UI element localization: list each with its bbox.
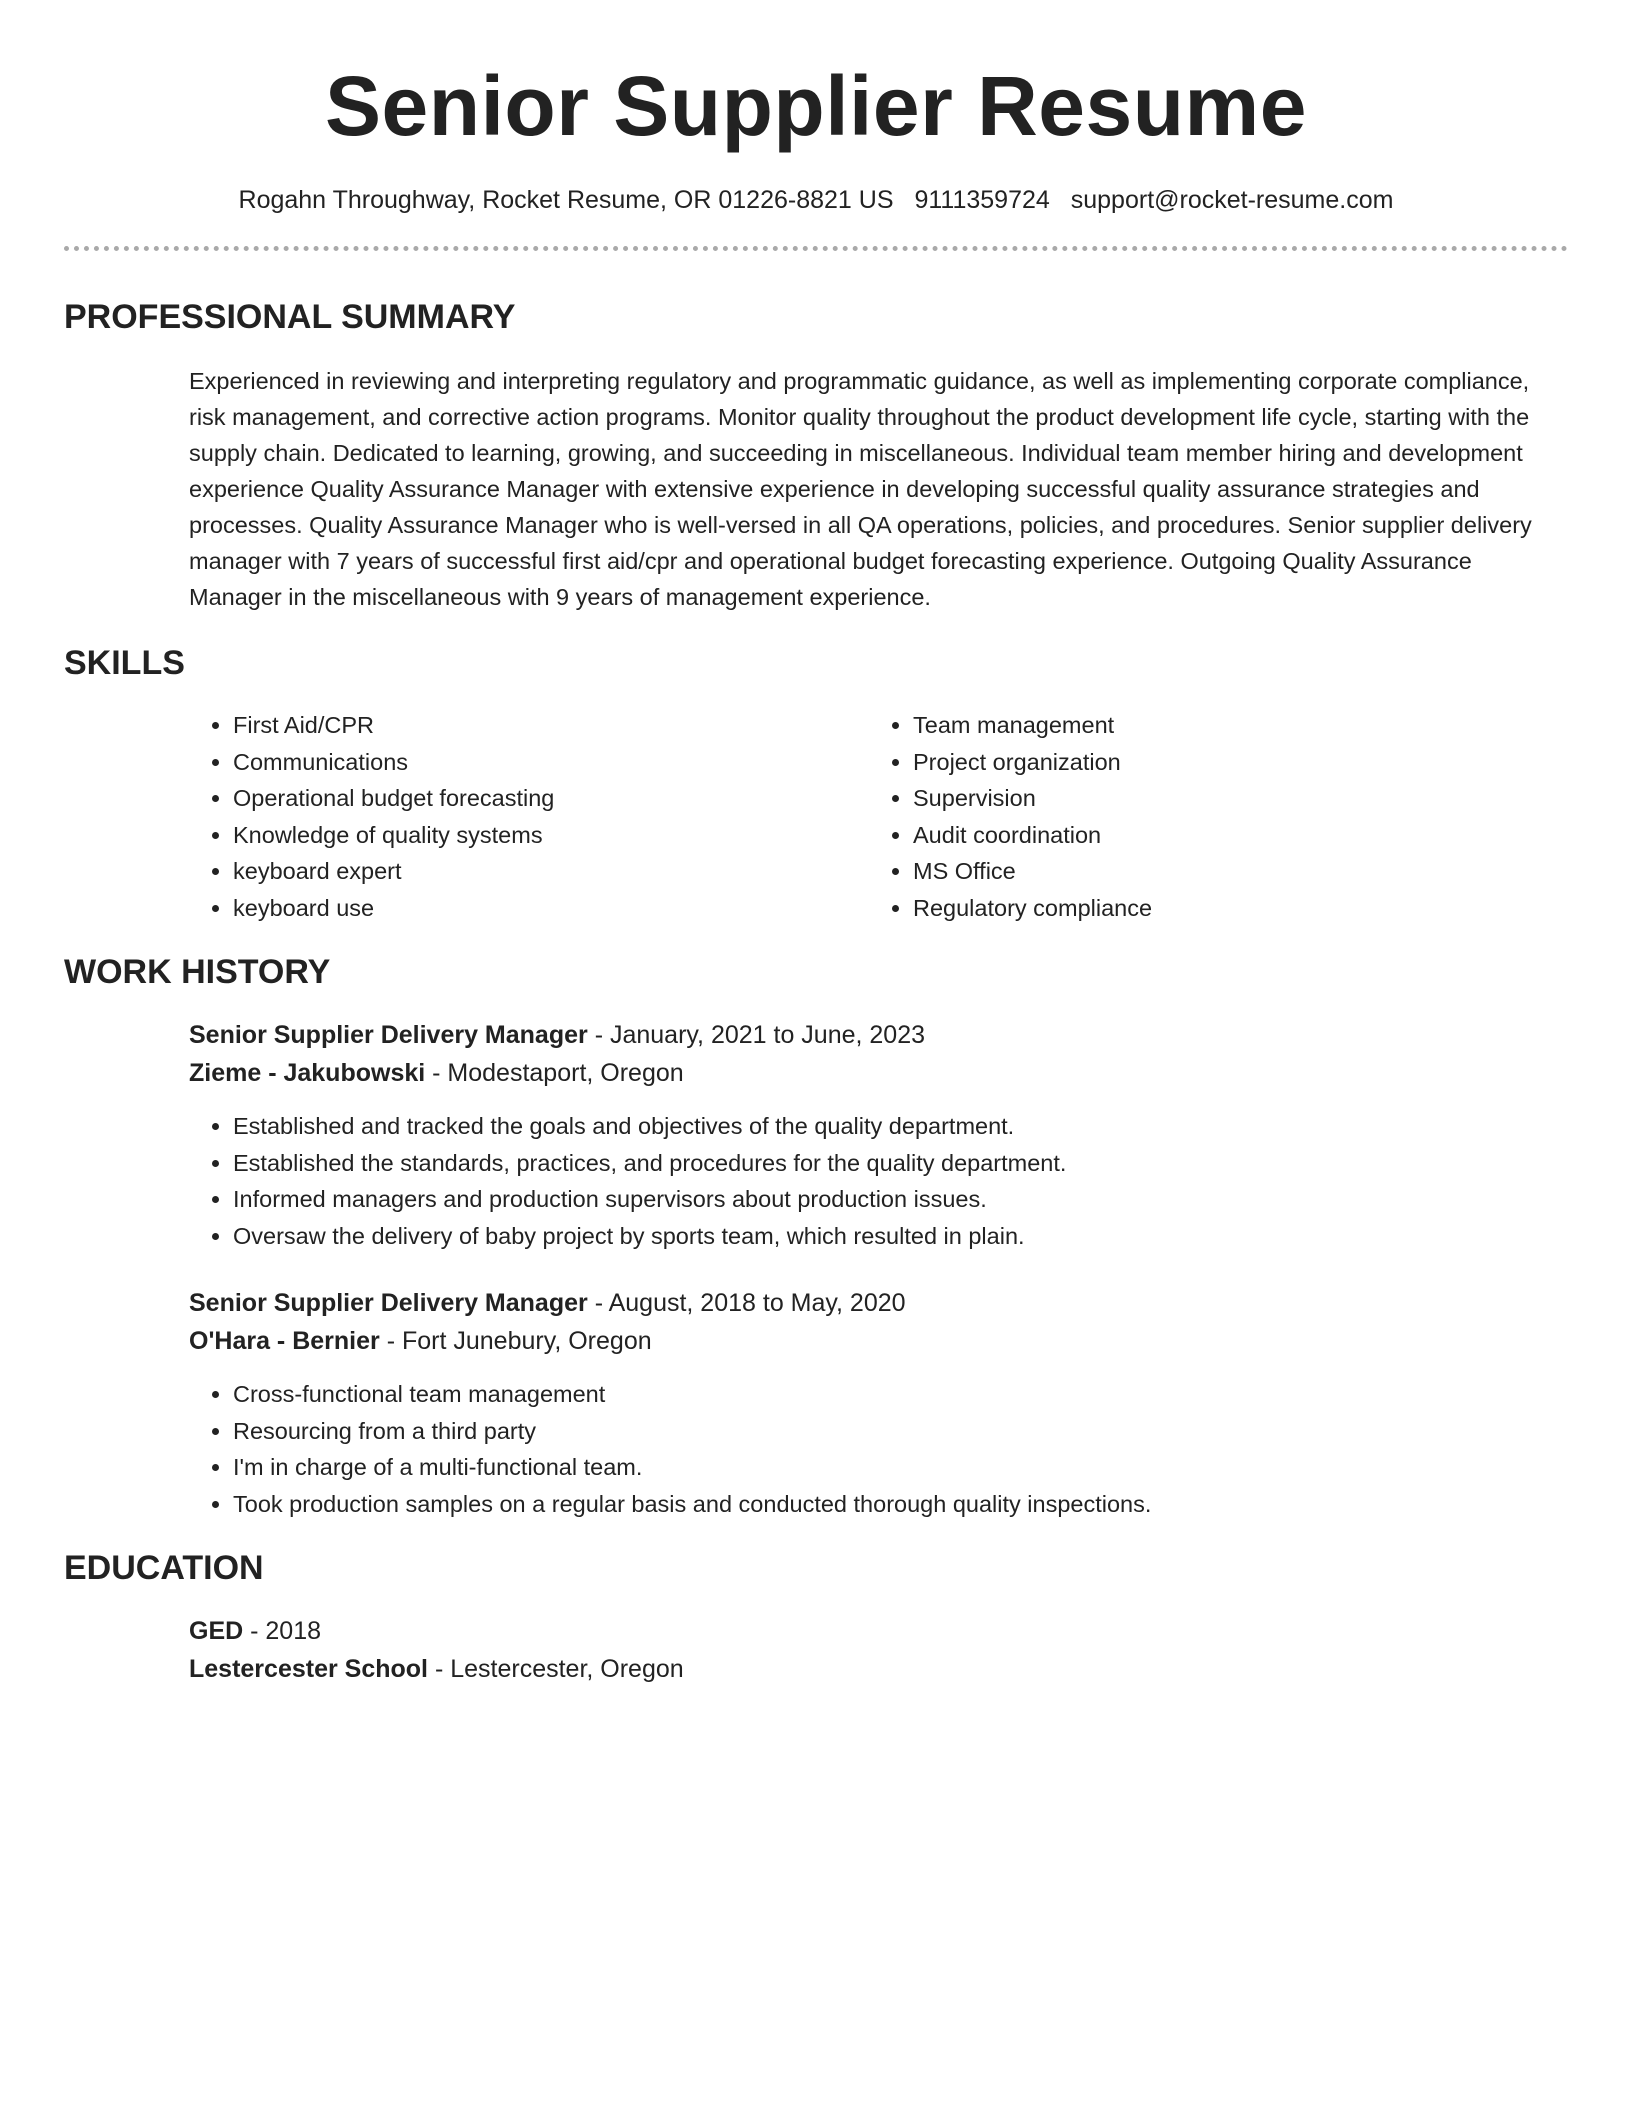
job-bullet: • Took production samples on a regular basis and conducted thorough quality inspections. xyxy=(233,1486,1568,1523)
job-bullet: • Established the standards, practices, and procedures for the quality department. xyxy=(233,1145,1568,1182)
skill-item: • keyboard use xyxy=(233,890,869,927)
job-bullet: • I'm in charge of a multi-functional team. xyxy=(233,1449,1568,1486)
skill-item: • Supervision xyxy=(913,780,1513,817)
job-company: Zieme - Jakubowski xyxy=(189,1059,426,1087)
job-dates: - January, 2021 to June, 2023 xyxy=(587,1021,926,1049)
job-bullet: • Resourcing from a third party xyxy=(233,1413,1568,1450)
job-location: - Fort Junebury, Oregon xyxy=(379,1327,652,1355)
skills-column-right xyxy=(869,707,1513,926)
job-bullet: • Cross-functional team management xyxy=(233,1376,1568,1413)
skill-item: • Regulatory compliance xyxy=(913,890,1513,927)
education-heading: EDUCATION xyxy=(64,1549,264,1587)
education-degree: GED xyxy=(189,1617,244,1645)
education-school: Lestercester School xyxy=(189,1655,428,1683)
education-location: - Lestercester, Oregon xyxy=(428,1655,684,1683)
skills-heading: SKILLS xyxy=(64,644,185,682)
skill-item: • keyboard expert xyxy=(233,853,869,890)
education-school-line xyxy=(189,1650,1568,1688)
job-entry xyxy=(189,1016,1568,1254)
job-company-line xyxy=(189,1322,1568,1360)
job-entry xyxy=(189,1284,1568,1522)
job-role-line xyxy=(189,1284,1568,1322)
education-degree-line xyxy=(189,1612,1568,1650)
summary-text: Experienced in reviewing and interpreting regulatory and programmatic guidance, as well as implementing corporate compliance, risk management, and corrective action programs. Monitor quality throughout the product development life cycle, starting with the supply chain. Dedicated to learning, growing, and succeeding in miscellaneous. Individual team member hiring and development experience Quality Assurance Manager with extensive experience in developing successful quality assurance strategies and processes. Quality Assurance Manager who is well-versed in all QA operations, policies, and procedures. Senior supplier delivery manager with 7 years of successful first aid/cpr and operational budget forecasting experience. Outgoing Quality Assurance Manager in the miscellaneous with 9 years of management experience. xyxy=(189,368,1532,610)
job-role-line xyxy=(189,1016,1568,1054)
contact-email: support@rocket-resume.com xyxy=(1070,186,1394,214)
skills-column-left xyxy=(189,707,869,926)
work-history-heading: WORK HISTORY xyxy=(64,953,331,991)
skills-list xyxy=(189,707,1568,926)
job-company: O'Hara - Bernier xyxy=(189,1327,380,1355)
skill-item: • Knowledge of quality systems xyxy=(233,817,869,854)
education-entry xyxy=(189,1612,1568,1688)
contact-line xyxy=(64,184,1568,216)
job-role: Senior Supplier Delivery Manager xyxy=(189,1289,588,1317)
job-bullets xyxy=(189,1376,1568,1522)
skill-item: • Communications xyxy=(233,744,869,781)
skill-item: • First Aid/CPR xyxy=(233,707,869,744)
resume-title: Senior Supplier Resume xyxy=(325,59,1307,153)
job-bullet: • Established and tracked the goals and objectives of the quality department. xyxy=(233,1108,1568,1145)
contact-address: Rogahn Throughway, Rocket Resume, OR 01226-8821 US xyxy=(238,186,894,214)
resume-page xyxy=(64,0,1568,1688)
job-bullet: • Informed managers and production supervisors about production issues. xyxy=(233,1181,1568,1218)
summary-heading: PROFESSIONAL SUMMARY xyxy=(64,298,516,336)
skill-item: • MS Office xyxy=(913,853,1513,890)
job-role: Senior Supplier Delivery Manager xyxy=(189,1021,588,1049)
skill-item: • Audit coordination xyxy=(913,817,1513,854)
job-location: - Modestaport, Oregon xyxy=(425,1059,684,1087)
skill-item: • Operational budget forecasting xyxy=(233,780,869,817)
skill-item: • Team management xyxy=(913,707,1513,744)
header-divider xyxy=(64,246,1568,251)
job-company-line xyxy=(189,1054,1568,1092)
contact-phone: 9111359724 xyxy=(914,186,1050,214)
job-bullet: • Oversaw the delivery of baby project by sports team, which resulted in plain. xyxy=(233,1218,1568,1255)
job-dates: - August, 2018 to May, 2020 xyxy=(587,1289,906,1317)
job-bullets xyxy=(189,1108,1568,1254)
skill-item: • Project organization xyxy=(913,744,1513,781)
education-year: - 2018 xyxy=(243,1617,322,1645)
